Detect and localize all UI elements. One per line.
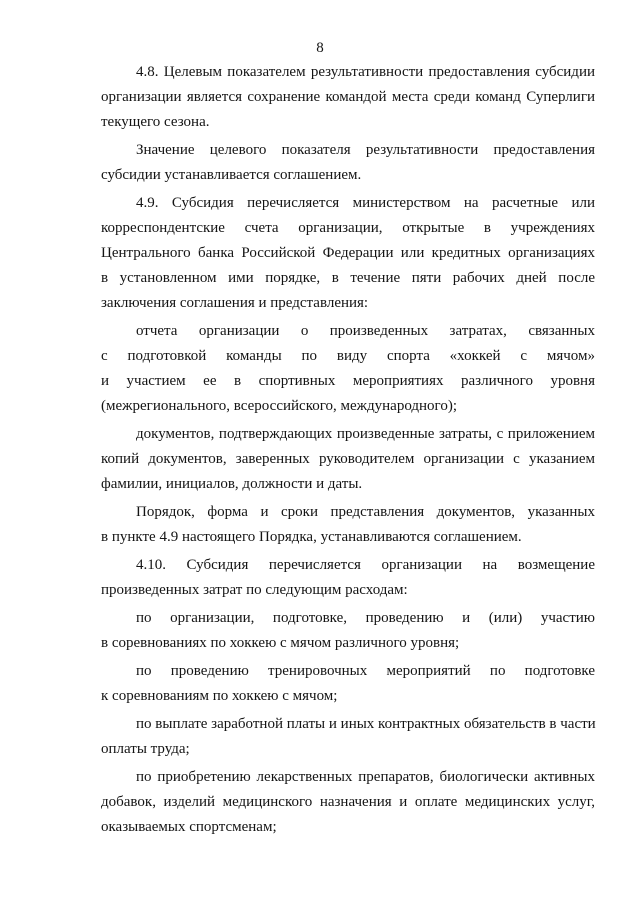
text-line: заключения соглашения и представления: — [101, 295, 369, 311]
text-line: в установленном ими порядке, в течение пяти рабочих дней после — [101, 270, 595, 286]
text-line: субсидии устанавливается соглашением. — [101, 167, 362, 183]
text-line: по выплате заработной платы и иных контрактных обязательств в части — [136, 716, 596, 732]
text-line: по организации, подготовке, проведению и (или) участию — [136, 610, 595, 626]
text-line: текущего сезона. — [101, 114, 210, 130]
text-line: 4.10. Субсидия перечисляется организации на возмещение — [136, 557, 595, 573]
text-line: в пункте 4.9 настоящего Порядка, устанавливаются соглашением. — [101, 529, 522, 545]
text-line: к соревнованиям по хоккею с мячом; — [101, 688, 338, 704]
text-line: с подготовкой команды по виду спорта «хоккей с мячом» — [101, 348, 595, 364]
page-number: 8 — [316, 40, 324, 56]
text-line: корреспондентские счета организации, открытые в учреждениях — [101, 220, 595, 236]
text-line: Значение целевого показателя результативности предоставления — [136, 142, 595, 158]
text-line: отчета организации о произведенных затратах, связанных — [136, 323, 595, 339]
text-line: добавок, изделий медицинского назначения и оплате медицинских услуг, — [101, 794, 595, 810]
text-line: Порядок, форма и сроки представления документов, указанных — [136, 504, 595, 520]
text-line: по приобретению лекарственных препаратов, биологически активных — [136, 769, 595, 785]
text-line: оплаты труда; — [101, 741, 190, 757]
text-line: 4.8. Целевым показателем результативности предоставления субсидии — [136, 64, 595, 80]
text-line: оказываемых спортсменам; — [101, 819, 277, 835]
text-line: произведенных затрат по следующим расходам: — [101, 582, 408, 598]
text-line: в соревнованиях по хоккею с мячом различного уровня; — [101, 635, 460, 651]
text-line: Центрального банка Российской Федерации или кредитных организациях — [101, 245, 595, 261]
text-line: фамилии, инициалов, должности и даты. — [101, 476, 363, 492]
text-line: и участием ее в спортивных мероприятиях различного уровня — [101, 373, 595, 389]
text-line: копий документов, заверенных руководителем организации с указанием — [101, 451, 595, 467]
text-line: по проведению тренировочных мероприятий по подготовке — [136, 663, 595, 679]
text-line: организации является сохранение командой места среди команд Суперлиги — [101, 89, 595, 105]
text-line: (межрегионального, всероссийского, международного); — [101, 398, 457, 414]
text-line: документов, подтверждающих произведенные затраты, с приложением — [136, 426, 595, 442]
text-line: 4.9. Субсидия перечисляется министерством на расчетные или — [136, 195, 595, 211]
